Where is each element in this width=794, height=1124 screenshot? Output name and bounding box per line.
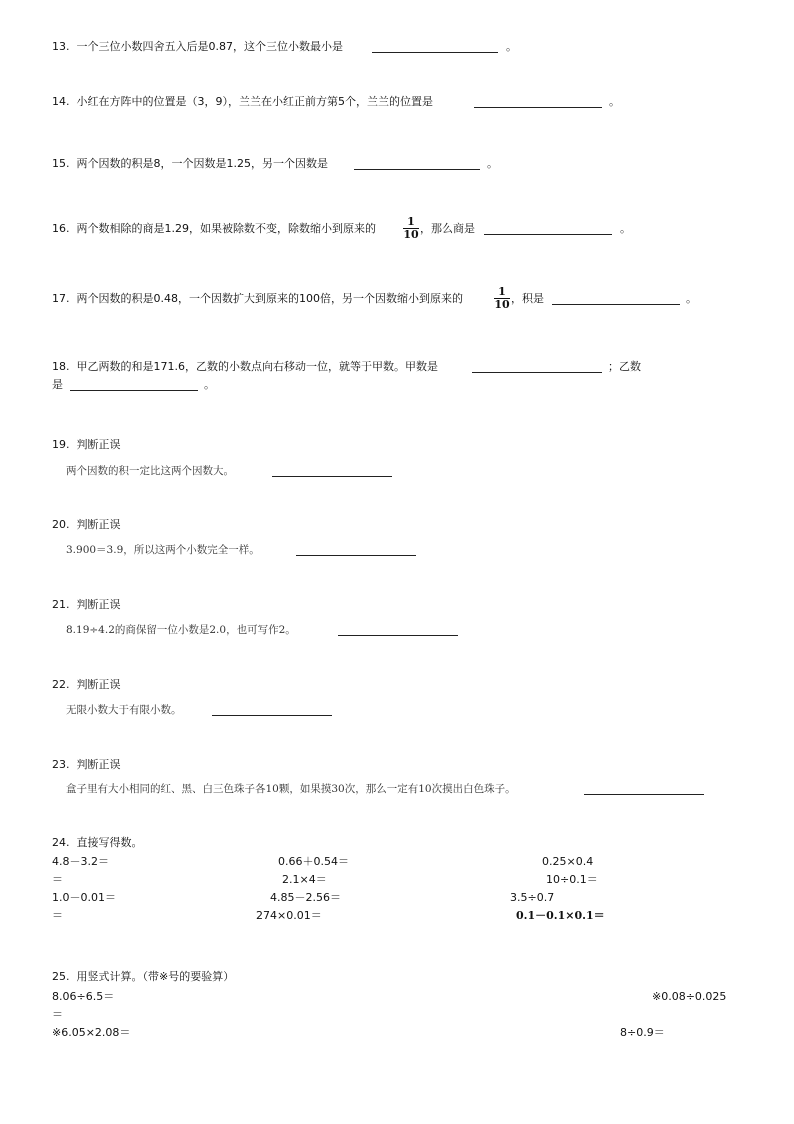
question-number: 19. xyxy=(52,438,70,451)
fraction-denominator: 10 xyxy=(494,298,510,311)
answer-blank[interactable] xyxy=(354,157,480,170)
question-text: 是 xyxy=(52,378,63,391)
question-number: 18. xyxy=(52,360,70,373)
question-20 xyxy=(52,518,121,532)
punctuation: 。 xyxy=(686,292,697,305)
answer-blank[interactable] xyxy=(472,360,602,373)
question-number: 15. xyxy=(52,157,70,170)
question-text: 甲乙两数的和是171.6，乙数的小数点向右移动一位，就等于甲数。甲数是 xyxy=(76,360,438,373)
question-number: 22. xyxy=(52,678,70,691)
punctuation: 。 xyxy=(506,40,517,53)
calc-item: 4.8－3.2＝ xyxy=(52,855,109,868)
calc-item: 3.5÷0.7 xyxy=(510,891,555,904)
answer-blank[interactable] xyxy=(338,623,458,636)
question-number: 25. xyxy=(52,970,70,983)
question-title: 判断正误 xyxy=(76,678,121,691)
calc-item: ＝ xyxy=(52,873,63,886)
answer-blank[interactable] xyxy=(484,222,612,235)
question-text: ，那么商是 xyxy=(420,222,475,235)
question-number: 13. xyxy=(52,40,70,53)
question-16 xyxy=(52,222,376,236)
calc-item: 2.1×4＝ xyxy=(282,873,327,886)
calc-item: ※0.08÷0.025 xyxy=(652,990,727,1003)
question-number: 14. xyxy=(52,95,70,108)
question-15 xyxy=(52,157,328,171)
question-21 xyxy=(52,598,121,612)
question-number: 21. xyxy=(52,598,70,611)
question-text: 两个因数的积是0.48，一个因数扩大到原来的100倍，另一个因数缩小到原来的 xyxy=(76,292,463,305)
calc-item: 10÷0.1＝ xyxy=(546,873,598,886)
answer-blank[interactable] xyxy=(474,95,602,108)
question-13 xyxy=(52,40,343,54)
fraction-denominator: 10 xyxy=(403,228,419,241)
question-title: 直接写得数。 xyxy=(76,836,143,849)
answer-blank[interactable] xyxy=(212,703,332,716)
calc-item: 274×0.01＝ xyxy=(256,909,322,922)
question-23 xyxy=(52,758,121,772)
calc-item: 0.1－0.1×0.1＝ xyxy=(516,909,605,922)
question-text: ；乙数 xyxy=(608,360,641,373)
statement: 盒子里有大小相同的红、黑、白三色珠子各10颗，如果摸30次，那么一定有10次摸出白色珠子。 xyxy=(66,783,516,795)
answer-blank[interactable] xyxy=(272,464,392,477)
calc-item: 1.0－0.01＝ xyxy=(52,891,116,904)
question-number: 23. xyxy=(52,758,70,771)
punctuation: 。 xyxy=(487,157,498,170)
question-title: 用竖式计算。（带※号的要验算） xyxy=(76,970,235,983)
question-number: 20. xyxy=(52,518,70,531)
calc-item: 0.25×0.4 xyxy=(542,855,594,868)
fraction-one-tenth xyxy=(494,286,510,311)
question-number: 17. xyxy=(52,292,70,305)
question-number: 24. xyxy=(52,836,70,849)
answer-blank[interactable] xyxy=(296,543,416,556)
statement: 无限小数大于有限小数。 xyxy=(66,704,182,716)
fraction-one-tenth xyxy=(403,216,419,241)
calc-item: 8÷0.9＝ xyxy=(620,1026,665,1039)
question-18 xyxy=(52,360,438,374)
question-text: 两个因数的积是8，一个因数是1.25，另一个因数是 xyxy=(76,157,328,170)
question-14 xyxy=(52,95,433,109)
question-17 xyxy=(52,292,463,306)
punctuation: 。 xyxy=(620,222,631,235)
answer-blank[interactable] xyxy=(70,378,198,391)
question-text: 两个数相除的商是1.29，如果被除数不变，除数缩小到原来的 xyxy=(76,222,376,235)
fraction-numerator: 1 xyxy=(494,286,510,299)
calc-item: 4.85－2.56＝ xyxy=(270,891,341,904)
question-number: 16. xyxy=(52,222,70,235)
question-text: 一个三位小数四舍五入后是0.87，这个三位小数最小是 xyxy=(76,40,343,53)
calc-item: ＝ xyxy=(52,909,63,922)
statement: 3.900＝3.9，所以这两个小数完全一样。 xyxy=(66,544,260,556)
question-text: ，积是 xyxy=(511,292,544,305)
answer-blank[interactable] xyxy=(552,292,680,305)
calc-item: ※6.05×2.08＝ xyxy=(52,1026,131,1039)
question-title: 判断正误 xyxy=(76,438,121,451)
question-25 xyxy=(52,970,234,984)
calc-item: 8.06÷6.5＝ xyxy=(52,990,115,1003)
answer-blank[interactable] xyxy=(584,782,704,795)
statement: 8.19÷4.2的商保留一位小数是2.0，也可写作2。 xyxy=(66,624,296,636)
question-text: 小红在方阵中的位置是（3，9），兰兰在小红正前方第5个，兰兰的位置是 xyxy=(76,95,433,108)
question-24 xyxy=(52,836,143,850)
question-19 xyxy=(52,438,121,452)
question-22 xyxy=(52,678,121,692)
punctuation: 。 xyxy=(609,95,620,108)
question-title: 判断正误 xyxy=(76,518,121,531)
question-title: 判断正误 xyxy=(76,598,121,611)
fraction-numerator: 1 xyxy=(403,216,419,229)
calc-item: ＝ xyxy=(52,1008,63,1021)
punctuation: 。 xyxy=(204,378,215,391)
question-title: 判断正误 xyxy=(76,758,121,771)
calc-item: 0.66＋0.54＝ xyxy=(278,855,349,868)
answer-blank[interactable] xyxy=(372,40,498,53)
statement: 两个因数的积一定比这两个因数大。 xyxy=(66,465,234,477)
